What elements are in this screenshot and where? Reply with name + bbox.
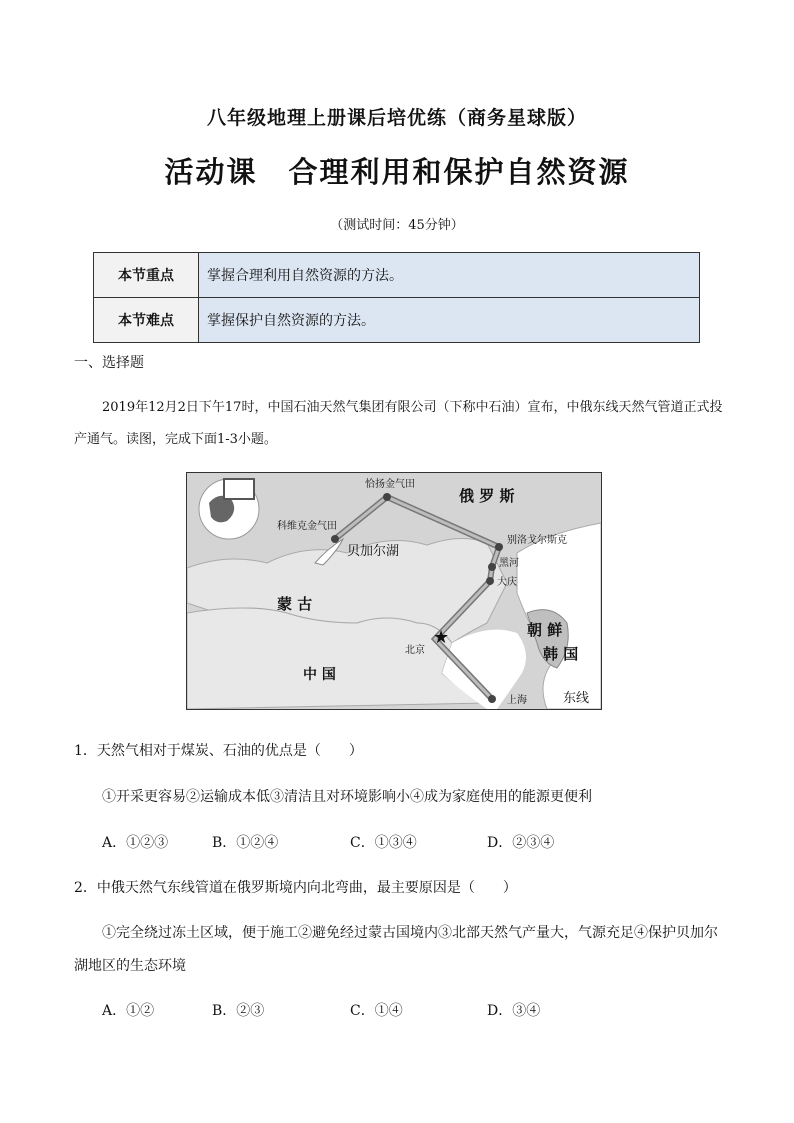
question-2-statements-line2: 湖地区的生态环境 xyxy=(74,958,186,974)
map-label-mongolia: 蒙 古 xyxy=(277,595,313,613)
key-point-label: 本节重点 xyxy=(94,253,199,298)
question-1-stem: 1．天然气相对于煤炭、石油的优点是（ ） xyxy=(74,743,363,759)
difficulty-label: 本节难点 xyxy=(94,298,199,343)
map-label-beijing: 北京 xyxy=(405,645,425,656)
question-1-option-b: B．①②④ xyxy=(212,835,279,851)
question-1-option-c: C．①③④ xyxy=(350,835,417,851)
map-label-north-korea: 朝 鲜 xyxy=(527,621,563,639)
question-2-option-a: A．①② xyxy=(102,1003,155,1019)
intro-paragraph: 2019年12月2日下午17时，中国石油天然气集团有限公司（下称中石油）宣布，中俄东线天然气管道正式投产通气。读图，完成下面1-3小题。 xyxy=(74,400,723,447)
question-1-option-d: D．②③④ xyxy=(487,835,555,851)
map-label-blagoveshchensk: 别洛戈尔斯克 xyxy=(507,535,567,546)
difficulty-value: 掌握保护自然资源的方法。 xyxy=(199,298,700,343)
svg-text:★: ★ xyxy=(433,627,450,648)
map-label-south-korea: 韩 国 xyxy=(543,645,579,663)
question-1-statements: ①开采更容易②运输成本低③清洁且对环境影响小④成为家庭使用的能源更便利 xyxy=(102,789,592,805)
question-1-option-a: A．①②③ xyxy=(102,835,169,851)
lesson-title: 活动课 合理利用和保护自然资源 xyxy=(164,155,630,189)
map-label-kovykta: 科维克金气田 xyxy=(277,521,337,532)
question-2-option-b: B．②③ xyxy=(212,1003,265,1019)
table-row xyxy=(94,298,700,343)
question-2-statements-line1: ①完全绕过冻土区域，便于施工②避免经过蒙古国境内③北部天然气产量大，气源充足④保护贝加尔 xyxy=(102,925,718,941)
map-legend-east-line: 东线 xyxy=(563,691,590,706)
document-title: 八年级地理上册课后培优练（商务星球版） xyxy=(206,107,587,129)
map-label-baikal: 贝加尔湖 xyxy=(347,544,400,559)
map-label-russia: 俄 罗 斯 xyxy=(459,487,515,505)
map-label-heihe: 黑河 xyxy=(499,558,519,569)
map-label-chayanda: 恰扬金气田 xyxy=(365,479,415,490)
pipeline-map xyxy=(186,472,602,710)
section-heading: 一、选择题 xyxy=(74,355,144,371)
map-label-china: 中 国 xyxy=(303,667,336,683)
question-2-stem: 2．中俄天然气东线管道在俄罗斯境内向北弯曲，最主要原因是（ ） xyxy=(74,880,517,896)
question-2-option-d: D．③④ xyxy=(487,1003,541,1019)
map-graphic xyxy=(187,473,601,709)
question-2-option-c: C．①④ xyxy=(350,1003,403,1019)
key-point-value: 掌握合理利用自然资源的方法。 xyxy=(199,253,700,298)
key-points-table xyxy=(93,252,700,343)
map-label-daqing: 大庆 xyxy=(497,577,517,588)
test-time: （测试时间：45分钟） xyxy=(330,218,464,233)
table-row xyxy=(94,253,700,298)
map-label-shanghai: 上海 xyxy=(507,695,527,706)
